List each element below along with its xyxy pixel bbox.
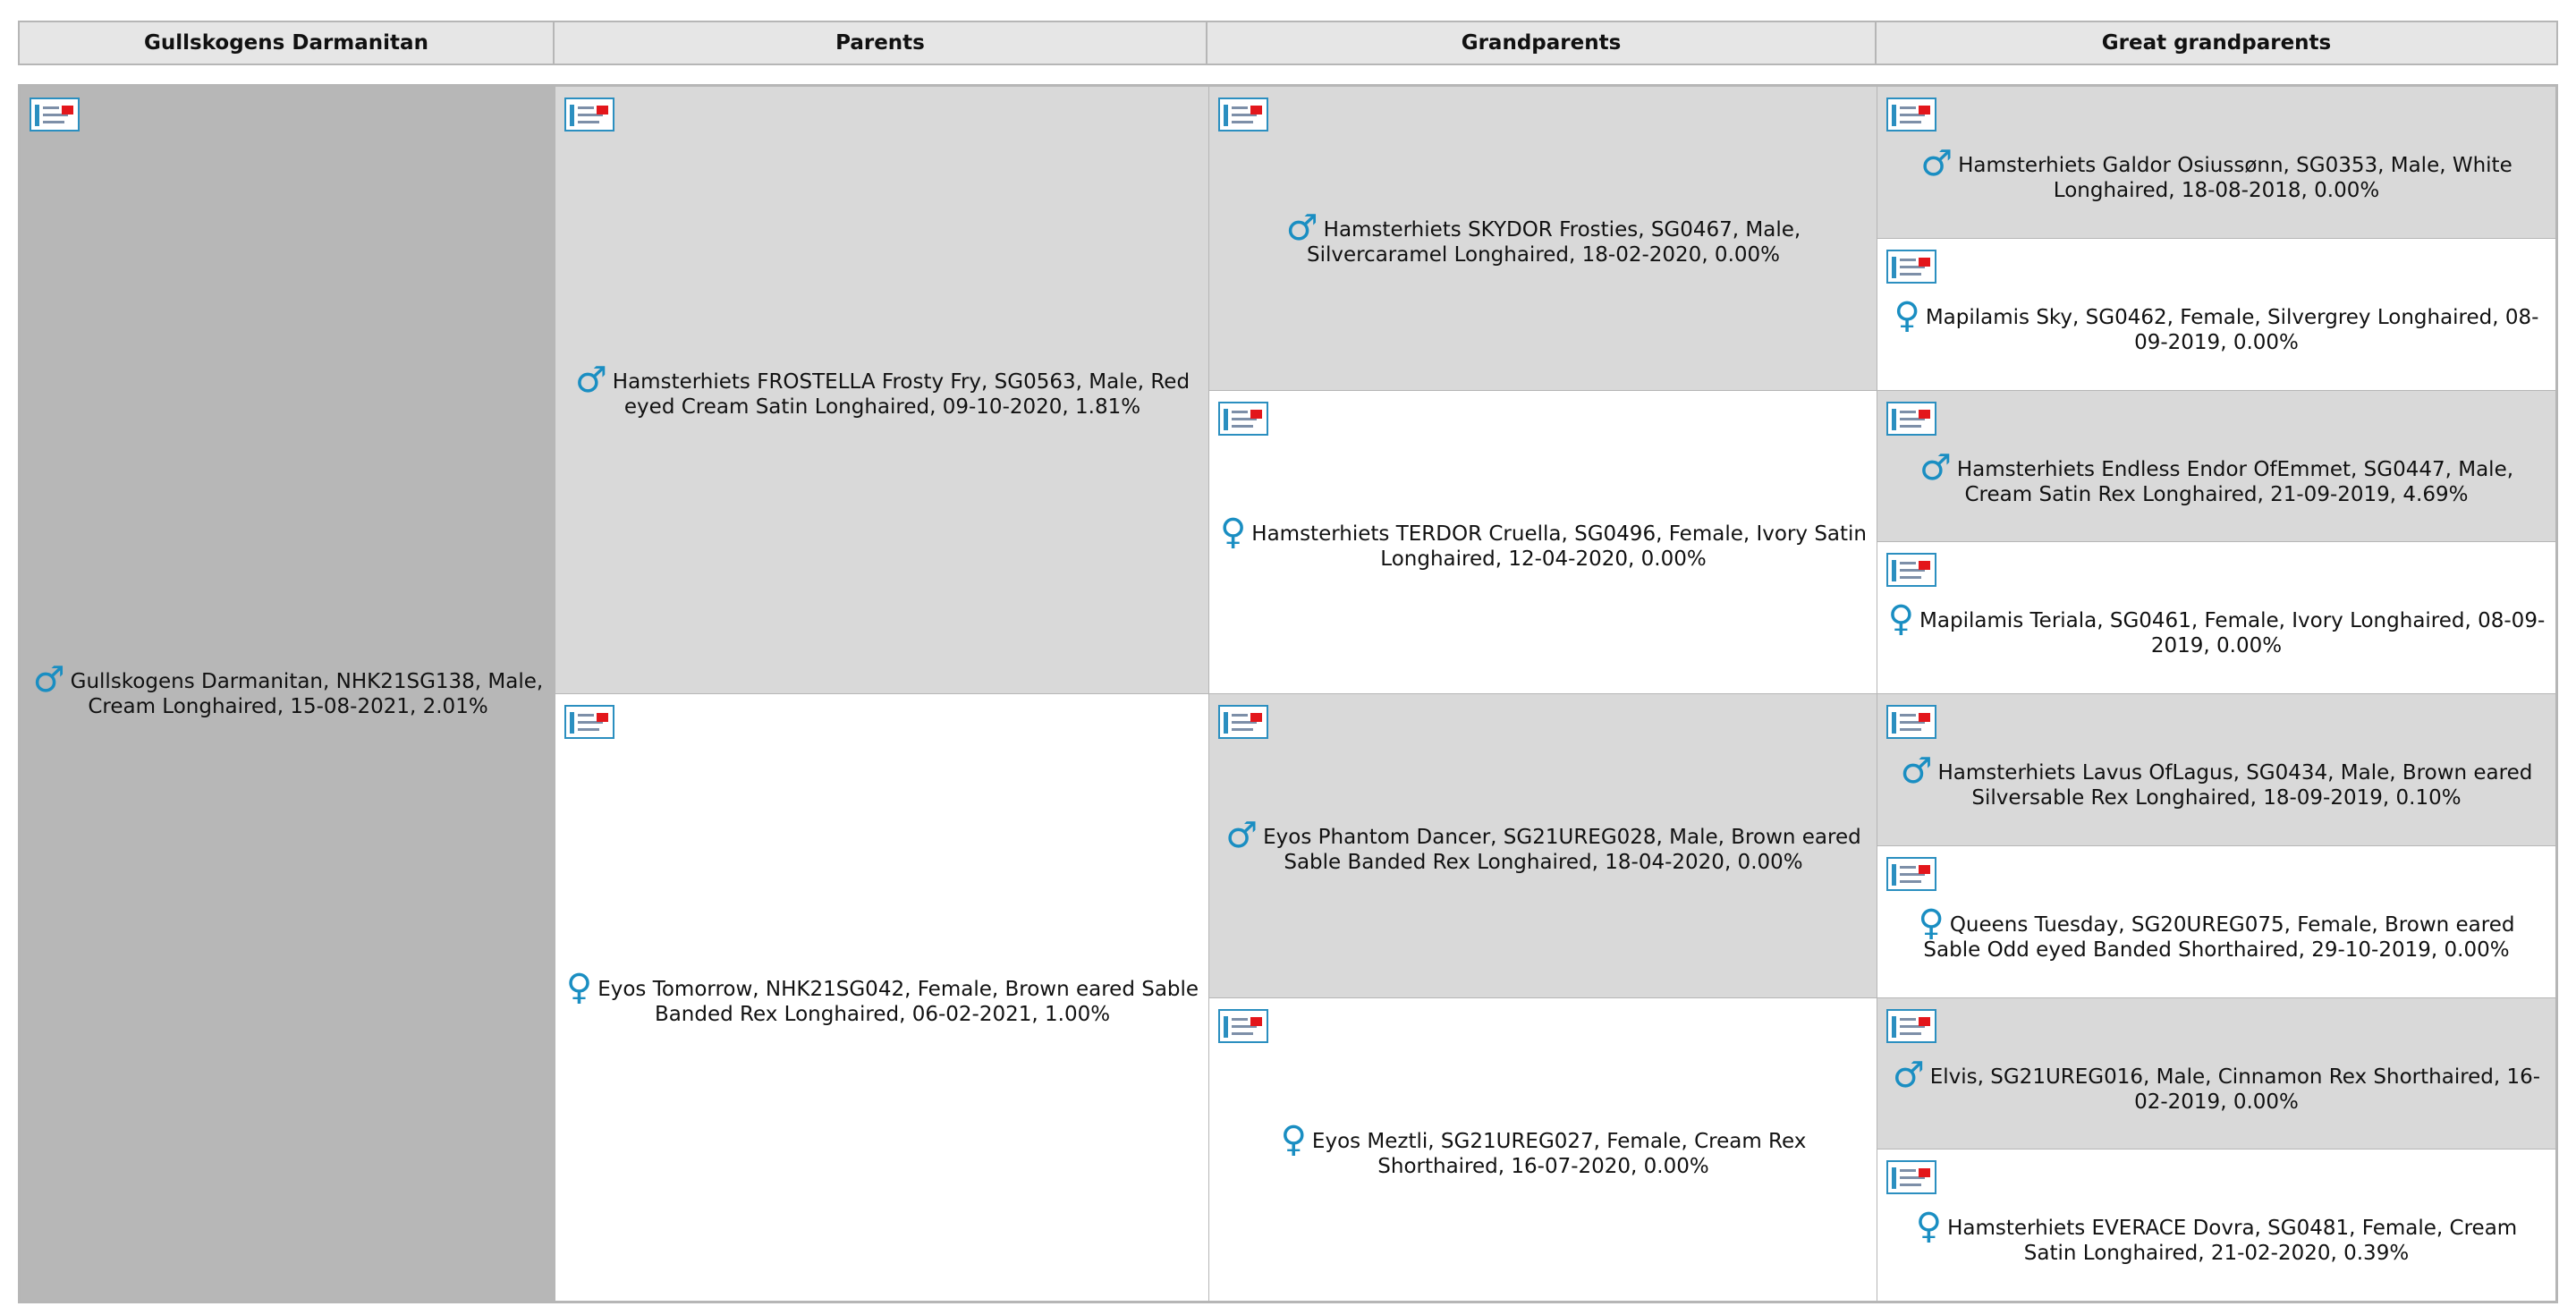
female-icon: ♀ [1915, 1206, 1943, 1247]
female-icon: ♀ [1894, 295, 1920, 336]
grandparent-text-1: Hamsterhiets SKYDOR Frosties, SG0467, Male, Silvercaramel Longhaired, 18-02-2020, 0.00% [1306, 218, 1801, 267]
subject-cell [20, 86, 556, 1302]
grandparent-text-4: Eyos Meztli, SG21UREG027, Female, Cream Rex Shorthaired, 16-07-2020, 0.00% [1311, 1130, 1807, 1178]
great-grandparent-text-6: Queens Tuesday, SG20UREG075, Female, Brown eared Sable Odd eyed Banded Shorthaired, 29-10-2019, 0.00% [1923, 913, 2515, 962]
female-icon: ♀ [1887, 598, 1915, 640]
subject-text: Gullskogens Darmanitan, NHK21SG138, Male, Cream Longhaired, 15-08-2021, 2.01% [70, 670, 544, 718]
grandparent-cell-2 [1208, 390, 1878, 695]
grandparent-text-3: Eyos Phantom Dancer, SG21UREG028, Male, Brown eared Sable Banded Rex Longhaired, 18-04-2020, 0.00% [1263, 826, 1861, 874]
great-grandparent-cell-1 [1877, 86, 2556, 240]
great-grandparent-info-6[interactable] [1877, 903, 2555, 963]
great-grandparent-text-5: Hamsterhiets Lavus OfLagus, SG0434, Male, Brown eared Silversable Rex Longhaired, 18-09-2019, 0.10% [1937, 761, 2533, 810]
great-grandparent-text-1: Hamsterhiets Galdor Osiussønn, SG0353, Male, White Longhaired, 18-08-2018, 0.00% [1958, 154, 2512, 202]
great-grandparent-text-8: Hamsterhiets EVERACE Dovra, SG0481, Female, Cream Satin Longhaired, 21-02-2020, 0.39% [1947, 1217, 2518, 1265]
grandparent-cell-1 [1208, 86, 1878, 392]
header-subject: Gullskogens Darmanitan [18, 21, 555, 65]
pedigree-card-icon[interactable] [1886, 857, 1936, 891]
pedigree-card-icon[interactable] [1886, 250, 1936, 284]
great-grandparent-text-7: Elvis, SG21UREG016, Male, Cinnamon Rex Shorthaired, 16-02-2019, 0.00% [1929, 1065, 2541, 1114]
great-grandparent-info-1[interactable] [1877, 143, 2555, 203]
male-icon: ♂ [1919, 447, 1952, 488]
pedigree-card-icon[interactable] [1886, 1009, 1936, 1043]
header-great-grandparents: Great grandparents [1875, 21, 2558, 65]
grandparent-info-3[interactable] [1209, 815, 1877, 875]
pedigree-card-icon[interactable] [1218, 1009, 1268, 1043]
pedigree-card-icon[interactable] [1886, 1160, 1936, 1194]
grandparent-cell-4 [1208, 997, 1878, 1302]
header-parents: Parents [553, 21, 1208, 65]
male-icon: ♂ [1285, 208, 1318, 249]
pedigree-card-icon[interactable] [564, 705, 614, 739]
grandparent-info-2[interactable] [1209, 512, 1877, 572]
subject-info[interactable] [21, 659, 555, 719]
great-grandparent-text-3: Hamsterhiets Endless Endor OfEmmet, SG0447, Male, Cream Satin Rex Longhaired, 21-09-2019, 4.69% [1956, 458, 2514, 506]
great-grandparent-info-4[interactable] [1877, 598, 2555, 658]
male-icon: ♂ [32, 659, 65, 700]
sire-info[interactable] [555, 360, 1209, 420]
grandparent-info-4[interactable] [1209, 1119, 1877, 1179]
pedigree-card-icon[interactable] [1218, 402, 1268, 436]
grandparent-info-1[interactable] [1209, 208, 1877, 267]
column-header-row [18, 21, 2558, 65]
great-grandparent-text-2: Mapilamis Sky, SG0462, Female, Silvergrey Longhaired, 08-09-2019, 0.00% [1925, 306, 2539, 354]
pedigree-tree [18, 84, 2558, 1303]
header-grandparents: Grandparents [1206, 21, 1877, 65]
great-grandparent-info-5[interactable] [1877, 751, 2555, 810]
female-icon: ♀ [1280, 1119, 1307, 1160]
male-icon: ♂ [574, 360, 607, 401]
sire-text: Hamsterhiets FROSTELLA Frosty Fry, SG0563, Male, Red eyed Cream Satin Longhaired, 09-10-2020, 1.81% [612, 370, 1191, 419]
great-grandparent-cell-2 [1877, 238, 2556, 392]
great-grandparent-cell-7 [1877, 997, 2556, 1150]
pedigree-card-icon[interactable] [1886, 705, 1936, 739]
great-grandparent-cell-6 [1877, 845, 2556, 999]
dam-cell [555, 693, 1210, 1302]
male-icon: ♂ [1900, 751, 1933, 792]
pedigree-card-icon[interactable] [1886, 553, 1936, 587]
dam-info[interactable] [555, 967, 1209, 1027]
great-grandparent-cell-4 [1877, 541, 2556, 695]
great-grandparent-cell-8 [1877, 1149, 2556, 1302]
sire-cell [555, 86, 1210, 695]
great-grandparent-cell-3 [1877, 390, 2556, 543]
female-icon: ♀ [1918, 903, 1945, 944]
pedigree-card-icon[interactable] [1218, 705, 1268, 739]
great-grandparent-info-2[interactable] [1877, 295, 2555, 355]
dam-text: Eyos Tomorrow, NHK21SG042, Female, Brown eared Sable Banded Rex Longhaired, 06-02-2021, 1.00% [597, 978, 1199, 1026]
female-icon: ♀ [565, 967, 593, 1008]
pedigree-card-icon[interactable] [1886, 98, 1936, 132]
male-icon: ♂ [1892, 1055, 1925, 1096]
great-grandparent-info-3[interactable] [1877, 447, 2555, 507]
female-icon: ♀ [1219, 512, 1247, 553]
pedigree-card-icon[interactable] [1218, 98, 1268, 132]
grandparent-cell-3 [1208, 693, 1878, 999]
grandparent-text-2: Hamsterhiets TERDOR Cruella, SG0496, Female, Ivory Satin Longhaired, 12-04-2020, 0.00% [1251, 522, 1868, 571]
great-grandparent-info-8[interactable] [1877, 1206, 2555, 1266]
pedigree-card-icon[interactable] [30, 98, 80, 132]
male-icon: ♂ [1920, 143, 1953, 184]
pedigree-card-icon[interactable] [1886, 402, 1936, 436]
great-grandparent-text-4: Mapilamis Teriala, SG0461, Female, Ivory Longhaired, 08-09-2019, 0.00% [1919, 609, 2546, 658]
male-icon: ♂ [1225, 815, 1258, 856]
great-grandparent-info-7[interactable] [1877, 1055, 2555, 1115]
pedigree-card-icon[interactable] [564, 98, 614, 132]
great-grandparent-cell-5 [1877, 693, 2556, 847]
